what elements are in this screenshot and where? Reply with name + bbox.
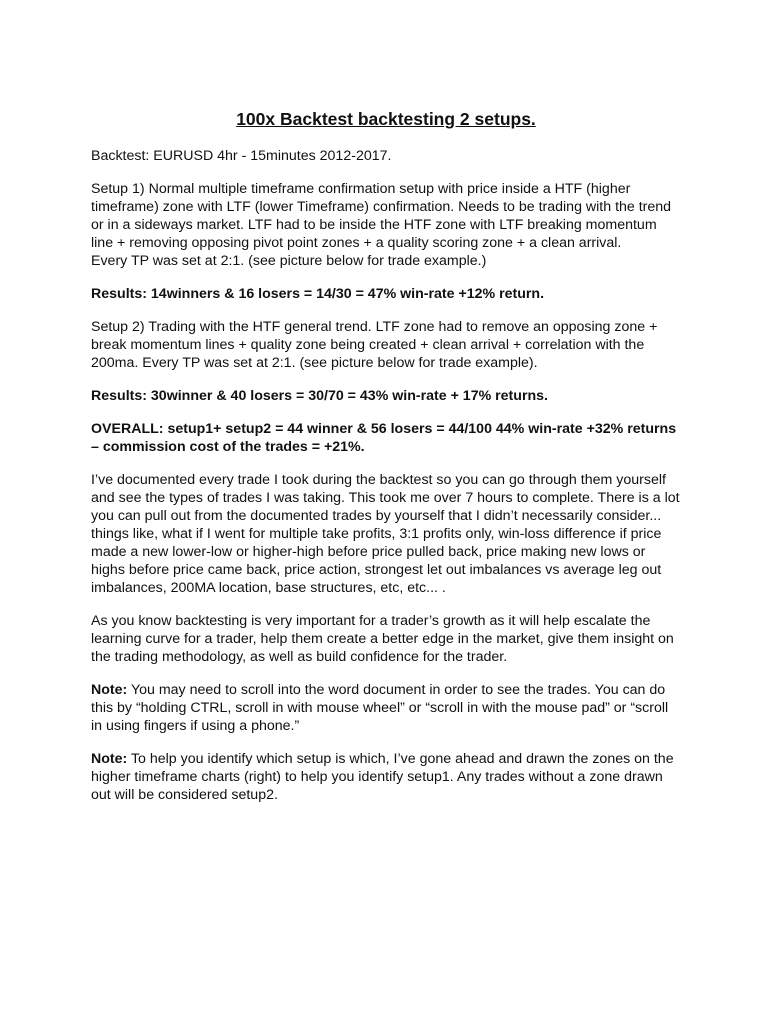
document-title: 100x Backtest backtesting 2 setups.: [236, 109, 536, 129]
setup2-paragraph: Setup 2) Trading with the HTF general trend. LTF zone had to remove an opposing zone + break momentum lines + quality zone being created + clean arrival + correlation with the 200ma. Every TP was set at 2:1. (see picture below for trade example).: [91, 319, 658, 371]
documented-text-2: things like, what if I went for multiple take profits, 3:1 profits only, win-loss difference if price made a new lower-low or higher-high before price pulled back, price making new lows or highs before price came back, price action, strongest let out imbalances vs average leg out imbalances, 200MA location, base structures, etc, etc... .: [91, 526, 662, 596]
note2-text: To help you identify which setup is which, I’ve gone ahead and drawn the zones on the higher timeframe charts (right) to help you identify setup1. Any trades without a zone drawn out will be considered setup2.: [91, 751, 674, 803]
results1-paragraph: Results: 14winners & 16 losers = 14/30 = 47% win-rate +12% return.: [91, 286, 545, 302]
setup1-paragraph: [91, 180, 681, 270]
results2-paragraph: Results: 30winner & 40 losers = 30/70 = 43% win-rate + 17% returns.: [91, 388, 548, 404]
note1-text: You may need to scroll into the word document in order to see the trades. You can do this by “holding CTRL, scroll in with mouse wheel” or “scroll in with the mouse pad” or “scroll in using fingers if using a phone.”: [91, 682, 669, 734]
setup1-description: Setup 1) Normal multiple timeframe confirmation setup with price inside a HTF (higher timeframe) zone with LTF (lower Timeframe) confirmation. Needs to be trading with the trend or in a sideways market. LTF had to be inside the HTF zone with LTF breaking momentum line + removing opposing pivot point zones + a quality scoring zone + a clean arrival.: [91, 181, 672, 251]
note1-label: Note:: [91, 682, 128, 698]
note2-paragraph: [91, 750, 681, 804]
documented-text-1: I’ve documented every trade I took during the backtest so you can go through them yourself and see the types of trades I was taking. This took me over 7 hours to complete. There is a lot you can pull out from the documented trades by yourself that I didn’t necessarily consider...: [91, 472, 680, 524]
importance-paragraph: As you know backtesting is very important for a trader’s growth as it will help escalate the learning curve for a trader, help them create a better edge in the market, give them insight on the trading methodology, as well as build confidence for the trader.: [91, 613, 674, 665]
document-body: [91, 108, 681, 819]
setup1-tp: Every TP was set at 2:1. (see picture below for trade example.): [91, 253, 487, 269]
overall-paragraph: OVERALL: setup1+ setup2 = 44 winner & 56 losers = 44/100 44% win-rate +32% returns – commission cost of the trades = +21%.: [91, 421, 677, 455]
note1-paragraph: [91, 681, 681, 735]
note2-label: Note:: [91, 751, 128, 767]
documented-paragraph: [91, 471, 681, 597]
intro-paragraph: Backtest: EURUSD 4hr - 15minutes 2012-2017.: [91, 148, 392, 164]
